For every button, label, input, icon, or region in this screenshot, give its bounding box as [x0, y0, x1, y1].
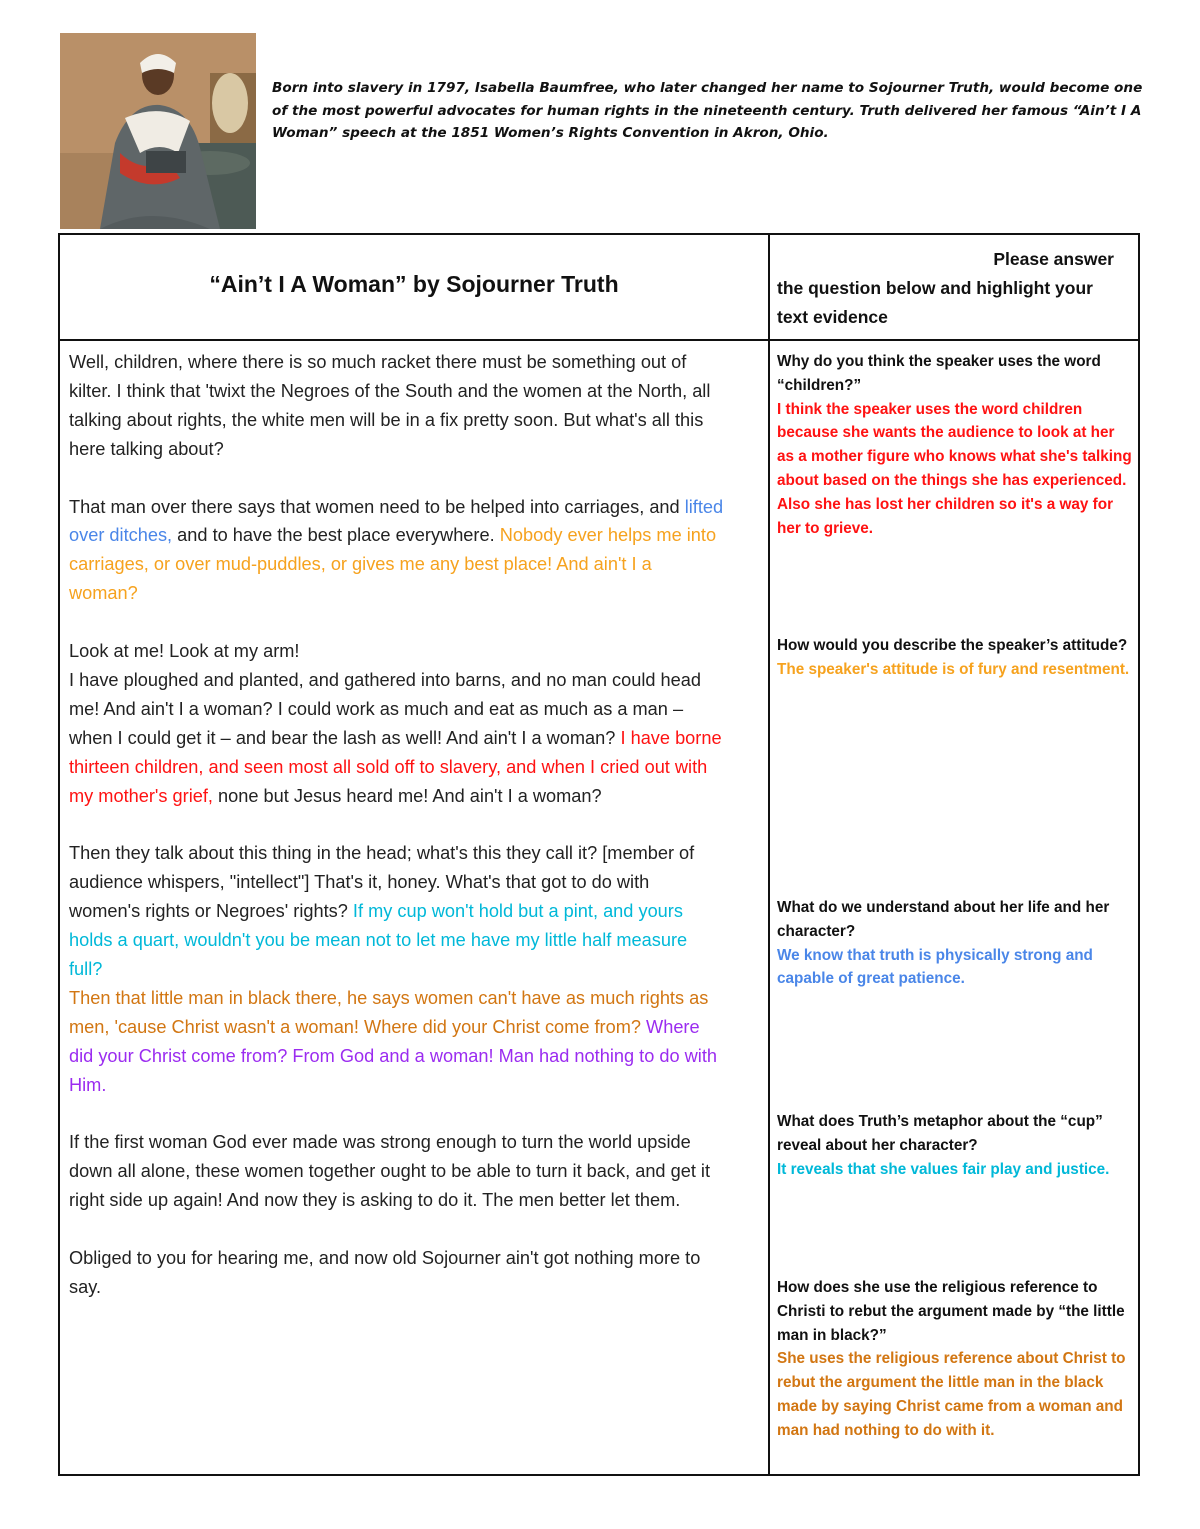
answer-4-text: It reveals that she values fair play and justice.	[777, 1160, 1110, 1178]
speech-text-segment: Then they talk about this thing in the head; what's this they call it? [member of audience whispers, "intellect"] That's it, honey. What's that got to do with women's rights or Negroes' rights?	[69, 843, 695, 922]
highlight-red: I have borne thirteen children, and seen most all sold off to slavery, and when I cried out with my mother's grief,	[69, 727, 722, 806]
question-4-text: What does Truth’s metaphor about the “cup” reveal about her character?	[777, 1113, 1103, 1154]
highlight-purple: Where did your Christ come from? From God and a woman! Man had nothing to do with Him.	[69, 1016, 717, 1095]
speech-paragraph-5: If the first woman God ever made was strong enough to turn the world upside down all alone, these women together ought to be able to turn it back, and get it right side up again! And now they is asking to do it. The men better let them.	[69, 1132, 711, 1211]
question-2	[777, 634, 1135, 682]
speech-paragraph-1: Well, children, where there is so much racket there must be something out of kilter. I think that 'twixt the Negroes of the South and the women at the North, all talking about rights, the white men will be in a fix pretty soon. But what's all this here talking about?	[69, 352, 711, 459]
highlight-brown: Then that little man in black there, he says women can't have as much rights as men, 'cause Christ wasn't a woman! Where did your Christ come from?	[69, 987, 709, 1037]
speech-title: “Ain’t I A Woman” by Sojourner Truth	[209, 271, 619, 297]
speech-table	[58, 233, 1140, 1476]
question-2-text: How would you describe the speaker’s attitude?	[777, 637, 1128, 654]
question-5-text: How does she use the religious reference to Christi to rebut the argument made by “the little man in black?”	[777, 1279, 1125, 1344]
speech-paragraph-3	[69, 637, 724, 810]
speech-paragraph-6: Obliged to you for hearing me, and now old Sojourner ain't got nothing more to say.	[69, 1248, 701, 1297]
question-1	[777, 350, 1135, 540]
answer-2-text: The speaker's attitude is of fury and resentment.	[777, 660, 1130, 678]
instructions-line-2: the question below and highlight your text evidence	[777, 278, 1093, 327]
speech-text-segment: That man over there says that women need to be helped into carriages, and	[69, 496, 685, 517]
question-4	[777, 1110, 1135, 1181]
instructions-line-1: Please answer	[993, 249, 1114, 269]
highlight-orange: Nobody ever helps me into carriages, or over mud-puddles, or gives me any best place! And ain't I a woman?	[69, 525, 717, 604]
highlight-cyan: If my cup won't hold but a pint, and yours holds a quart, wouldn't you be mean not to let me have my little half measure full?	[69, 901, 688, 979]
speech-paragraph-2	[69, 493, 724, 609]
header-divider	[60, 339, 1138, 341]
answer-1-text: I think the speaker uses the word children because she wants the audience to look at her as a mother figure who knows what she's talking about based on the things she has experienced. Also she has lost her children so it's a way for her to grieve.	[777, 400, 1132, 537]
answer-3-text: We know that truth is physically strong and capable of great patience.	[777, 946, 1093, 988]
speech-text-segment: Look at me! Look at my arm!	[69, 641, 300, 662]
speech-text-segment: I have ploughed and planted, and gathered into barns, and no man could head	[69, 669, 702, 690]
question-5	[777, 1276, 1135, 1443]
speech-text	[69, 348, 724, 1331]
question-1-text: Why do you think the speaker uses the word “children?”	[777, 353, 1101, 394]
speech-text-segment: and to have the best place everywhere.	[172, 525, 500, 546]
highlight-blue: lifted over ditches,	[69, 496, 724, 546]
question-3	[777, 896, 1135, 991]
column-divider	[768, 235, 770, 1474]
question-3-text: What do we understand about her life and her character?	[777, 899, 1110, 940]
intro-paragraph: Born into slavery in 1797, Isabella Baumfree, who later changed her name to Sojourner Truth, would become one of the most powerful advocates for human rights in the nineteenth century. Truth delivered her famous “Ain’t I A Woman” speech at the 1851 Women’s Rights Convention in Akron, Ohio.	[272, 80, 1143, 141]
speech-text-segment: me! And ain't I a woman? I could work as much and eat as much as a man – when I could get it – and bear the lash as well! And ain't I a woman?	[69, 698, 684, 748]
instructions-header	[777, 245, 1122, 332]
sojourner-truth-portrait	[60, 33, 256, 229]
answer-5-text: She uses the religious reference about Christ to rebut the argument the little man in the black made by saying Christ came from a woman and man had nothing to do with it.	[777, 1350, 1126, 1439]
speech-text-segment: none but Jesus heard me! And ain't I a woman?	[212, 785, 602, 806]
speech-paragraph-4	[69, 839, 724, 1099]
